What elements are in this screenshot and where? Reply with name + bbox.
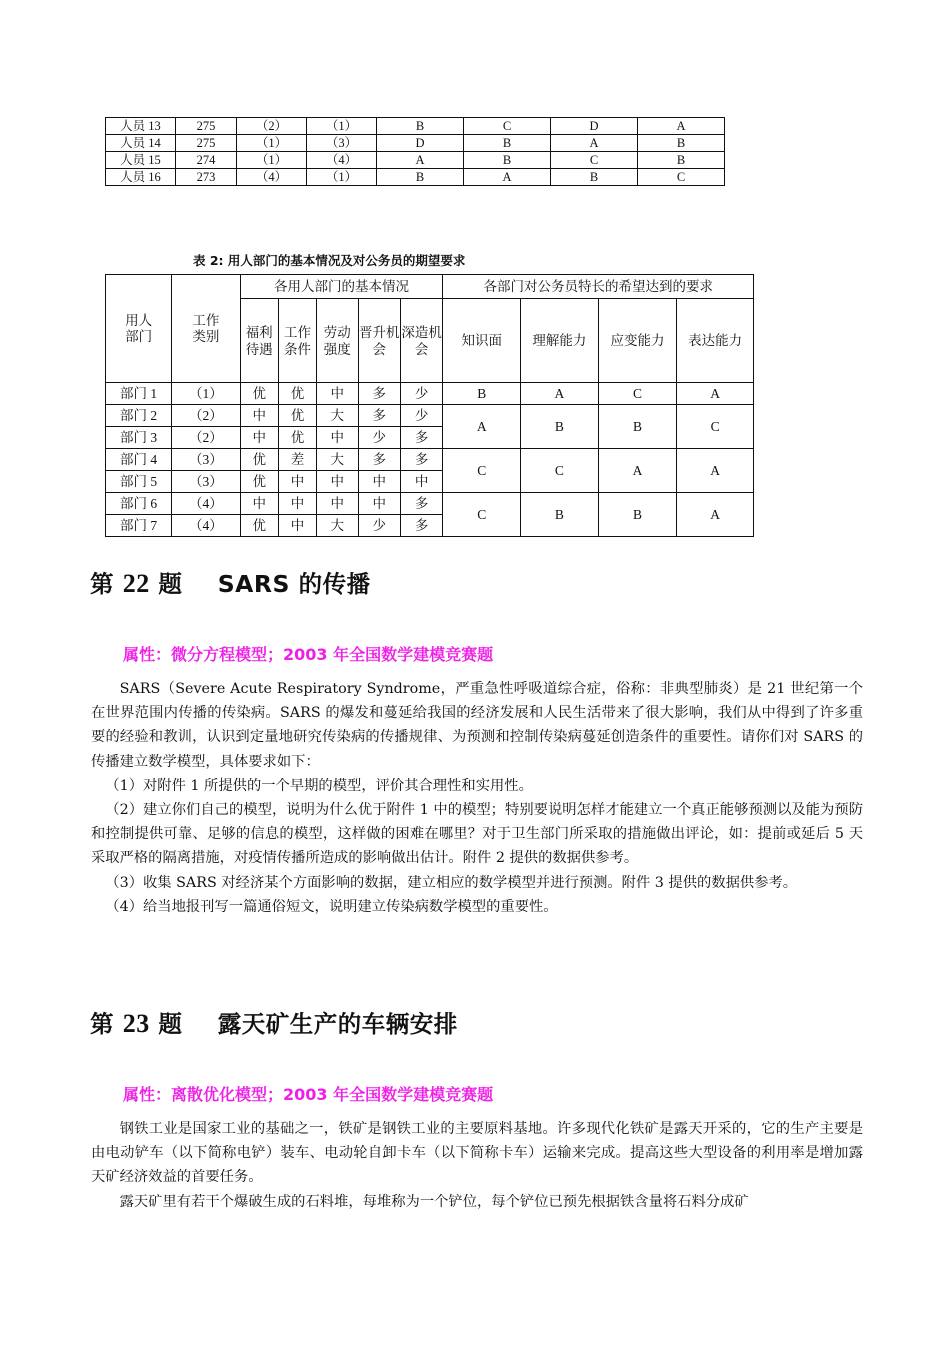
- table-cell: （1）: [237, 152, 307, 169]
- table-cell: C: [551, 152, 638, 169]
- staff-table: [105, 117, 725, 186]
- promotion-cell: 少: [358, 427, 400, 449]
- q22-paragraph-5: （4）给当地报刊写一篇通俗短文，说明建立传染病数学模型的重要性。: [105, 898, 558, 915]
- conditions-cell: 中: [278, 515, 316, 537]
- understanding-cell: B: [521, 493, 599, 537]
- adaptability-cell: A: [598, 449, 677, 493]
- type-cell: （4）: [172, 515, 240, 537]
- knowledge-cell: B: [443, 383, 521, 405]
- conditions-cell: 优: [278, 383, 316, 405]
- knowledge-cell: C: [443, 449, 521, 493]
- type-cell: （3）: [172, 471, 240, 493]
- table-row: [106, 169, 725, 186]
- expression-cell: A: [677, 493, 754, 537]
- expression-cell: C: [677, 405, 754, 449]
- intensity-cell: 中: [317, 427, 358, 449]
- type-cell: （4）: [172, 493, 240, 515]
- intensity-cell: 中: [317, 471, 358, 493]
- table-cell: A: [638, 118, 725, 135]
- conditions-cell: 中: [278, 493, 316, 515]
- table-row: [106, 383, 754, 405]
- table-cell: B: [464, 135, 551, 152]
- table-cell: B: [377, 169, 464, 186]
- header-requirements: 各部门对公务员特长的希望达到的要求: [443, 275, 754, 299]
- training-cell: 多: [400, 427, 443, 449]
- header-adaptability: 应变能力: [598, 299, 677, 383]
- training-cell: 多: [400, 515, 443, 537]
- table-cell: 274: [176, 152, 237, 169]
- training-cell: 多: [400, 449, 443, 471]
- q23-paragraph-2: 露天矿里有若干个爆破生成的石料堆，每堆称为一个铲位，每个铲位已预先根据铁含量将石料分成矿: [119, 1193, 749, 1210]
- adaptability-cell: B: [598, 493, 677, 537]
- training-cell: 多: [400, 493, 443, 515]
- table-cell: 人员 16: [106, 169, 176, 186]
- header-conditions: 工作条件: [278, 299, 316, 383]
- header-basic-info: 各用人部门的基本情况: [240, 275, 443, 299]
- welfare-cell: 优: [240, 383, 278, 405]
- table-cell: D: [551, 118, 638, 135]
- promotion-cell: 多: [358, 405, 400, 427]
- adaptability-cell: C: [598, 383, 677, 405]
- table-row: [106, 152, 725, 169]
- q23-prefix: 第: [90, 1010, 114, 1038]
- promotion-cell: 多: [358, 449, 400, 471]
- header-knowledge: 知识面: [443, 299, 521, 383]
- dept-cell: 部门 4: [106, 449, 172, 471]
- q22-heading: [90, 565, 371, 599]
- intensity-cell: 中: [317, 383, 358, 405]
- welfare-cell: 优: [240, 515, 278, 537]
- knowledge-cell: A: [443, 405, 521, 449]
- table-row: [106, 493, 754, 515]
- dept-cell: 部门 6: [106, 493, 172, 515]
- intensity-cell: 中: [317, 493, 358, 515]
- dept-cell: 部门 7: [106, 515, 172, 537]
- promotion-cell: 少: [358, 515, 400, 537]
- table-cell: A: [551, 135, 638, 152]
- training-cell: 少: [400, 383, 443, 405]
- type-cell: （1）: [172, 383, 240, 405]
- expression-cell: A: [677, 383, 754, 405]
- intensity-cell: 大: [317, 449, 358, 471]
- q22-body: [91, 677, 863, 919]
- header-promotion: 晋升机会: [358, 299, 400, 383]
- training-cell: 中: [400, 471, 443, 493]
- q22-paragraph-1: SARS（Severe Acute Respiratory Syndrome，严重急性呼吸道综合症，俗称：非典型肺炎）是 21 世纪第一个在世界范围内传播的传染病。SARS 的爆发和蔓延给我国的经济发展和人民生活带来了很大影响，我们从中得到了许多重要的经验和教训，认识到定量地研究传染病的传播规律、为预测和控制传染病蔓延创造条件的重要性。请你们对 SARS 的传播建立数学模型，具体要求如下：: [91, 681, 863, 770]
- q23-heading: [90, 1005, 458, 1039]
- intensity-cell: 大: [317, 405, 358, 427]
- department-table: [105, 274, 754, 537]
- q23-label: 题: [158, 1010, 183, 1038]
- promotion-cell: 多: [358, 383, 400, 405]
- knowledge-cell: C: [443, 493, 521, 537]
- q23-paragraph-1: 钢铁工业是国家工业的基础之一，铁矿是钢铁工业的主要原料基地。许多现代化铁矿是露天开采的，它的生产主要是由电动铲车（以下简称电铲）装车、电动轮自卸卡车（以下简称卡车）运输来完成。提高这些大型设备的利用率是增加露天矿经济效益的首要任务。: [91, 1121, 863, 1186]
- q23-attribute: 属性：离散优化模型；2003 年全国数学建模竞赛题: [123, 1085, 494, 1104]
- q22-number: 22: [122, 569, 150, 598]
- table-row: [106, 118, 725, 135]
- header-understanding: 理解能力: [521, 299, 599, 383]
- welfare-cell: 中: [240, 405, 278, 427]
- table-cell: B: [464, 152, 551, 169]
- training-cell: 少: [400, 405, 443, 427]
- q22-attribute: 属性：微分方程模型；2003 年全国数学建模竞赛题: [123, 645, 494, 664]
- table-cell: C: [464, 118, 551, 135]
- promotion-cell: 中: [358, 493, 400, 515]
- table-cell: （1）: [307, 118, 377, 135]
- dept-cell: 部门 2: [106, 405, 172, 427]
- conditions-cell: 优: [278, 427, 316, 449]
- welfare-cell: 中: [240, 493, 278, 515]
- adaptability-cell: B: [598, 405, 677, 449]
- header-training: 深造机会: [400, 299, 443, 383]
- promotion-cell: 中: [358, 471, 400, 493]
- table-cell: （4）: [307, 152, 377, 169]
- q22-paragraph-4: （3）收集 SARS 对经济某个方面影响的数据，建立相应的数学模型并进行预测。附件 3 提供的数据供参考。: [105, 874, 798, 891]
- table-cell: 275: [176, 118, 237, 135]
- type-cell: （3）: [172, 449, 240, 471]
- table-cell: A: [464, 169, 551, 186]
- understanding-cell: C: [521, 449, 599, 493]
- table-cell: 人员 15: [106, 152, 176, 169]
- table-cell: B: [638, 152, 725, 169]
- table2-caption: 表 2: 用人部门的基本情况及对公务员的期望要求: [193, 253, 466, 268]
- table-cell: B: [377, 118, 464, 135]
- table-cell: 人员 13: [106, 118, 176, 135]
- conditions-cell: 优: [278, 405, 316, 427]
- table-cell: （1）: [307, 169, 377, 186]
- header-dept: 用人部门: [106, 275, 172, 383]
- table-cell: 273: [176, 169, 237, 186]
- table-cell: B: [551, 169, 638, 186]
- table-cell: （1）: [237, 135, 307, 152]
- expression-cell: A: [677, 449, 754, 493]
- header-work-type: 工作类别: [172, 275, 240, 383]
- table-cell: （2）: [237, 118, 307, 135]
- q22-paragraph-2: （1）对附件 1 所提供的一个早期的模型，评价其合理性和实用性。: [105, 777, 533, 794]
- welfare-cell: 优: [240, 449, 278, 471]
- q22-label: 题: [158, 570, 183, 598]
- table-cell: A: [377, 152, 464, 169]
- header-intensity: 劳动强度: [317, 299, 358, 383]
- understanding-cell: A: [521, 383, 599, 405]
- q22-paragraph-3: （2）建立你们自己的模型，说明为什么优于附件 1 中的模型；特别要说明怎样才能建立一个真正能够预测以及能为预防和控制提供可靠、足够的信息的模型，这样做的困难在哪里？对于卫生部门所采取的措施做出评论，如：提前或延后 5 天采取严格的隔离措施，对疫情传播所造成的影响做出估计。附件 2 提供的数据供参考。: [91, 802, 863, 867]
- q22-prefix: 第: [90, 570, 114, 598]
- conditions-cell: 差: [278, 449, 316, 471]
- conditions-cell: 中: [278, 471, 316, 493]
- q23-title: 露天矿生产的车辆安排: [217, 1010, 458, 1038]
- q23-body: [91, 1117, 863, 1214]
- dept-cell: 部门 1: [106, 383, 172, 405]
- dept-cell: 部门 5: [106, 471, 172, 493]
- header-welfare: 福利待遇: [240, 299, 278, 383]
- welfare-cell: 中: [240, 427, 278, 449]
- dept-cell: 部门 3: [106, 427, 172, 449]
- table-row: [106, 405, 754, 427]
- header-expression: 表达能力: [677, 299, 754, 383]
- table-cell: （3）: [307, 135, 377, 152]
- welfare-cell: 优: [240, 471, 278, 493]
- table-cell: D: [377, 135, 464, 152]
- table-cell: 275: [176, 135, 237, 152]
- table-row: [106, 449, 754, 471]
- table-row: [106, 135, 725, 152]
- intensity-cell: 大: [317, 515, 358, 537]
- table-cell: （4）: [237, 169, 307, 186]
- type-cell: （2）: [172, 405, 240, 427]
- table-cell: B: [638, 135, 725, 152]
- type-cell: （2）: [172, 427, 240, 449]
- q23-number: 23: [122, 1009, 150, 1038]
- table-cell: 人员 14: [106, 135, 176, 152]
- table-cell: C: [638, 169, 725, 186]
- q22-title: SARS 的传播: [217, 570, 371, 598]
- understanding-cell: B: [521, 405, 599, 449]
